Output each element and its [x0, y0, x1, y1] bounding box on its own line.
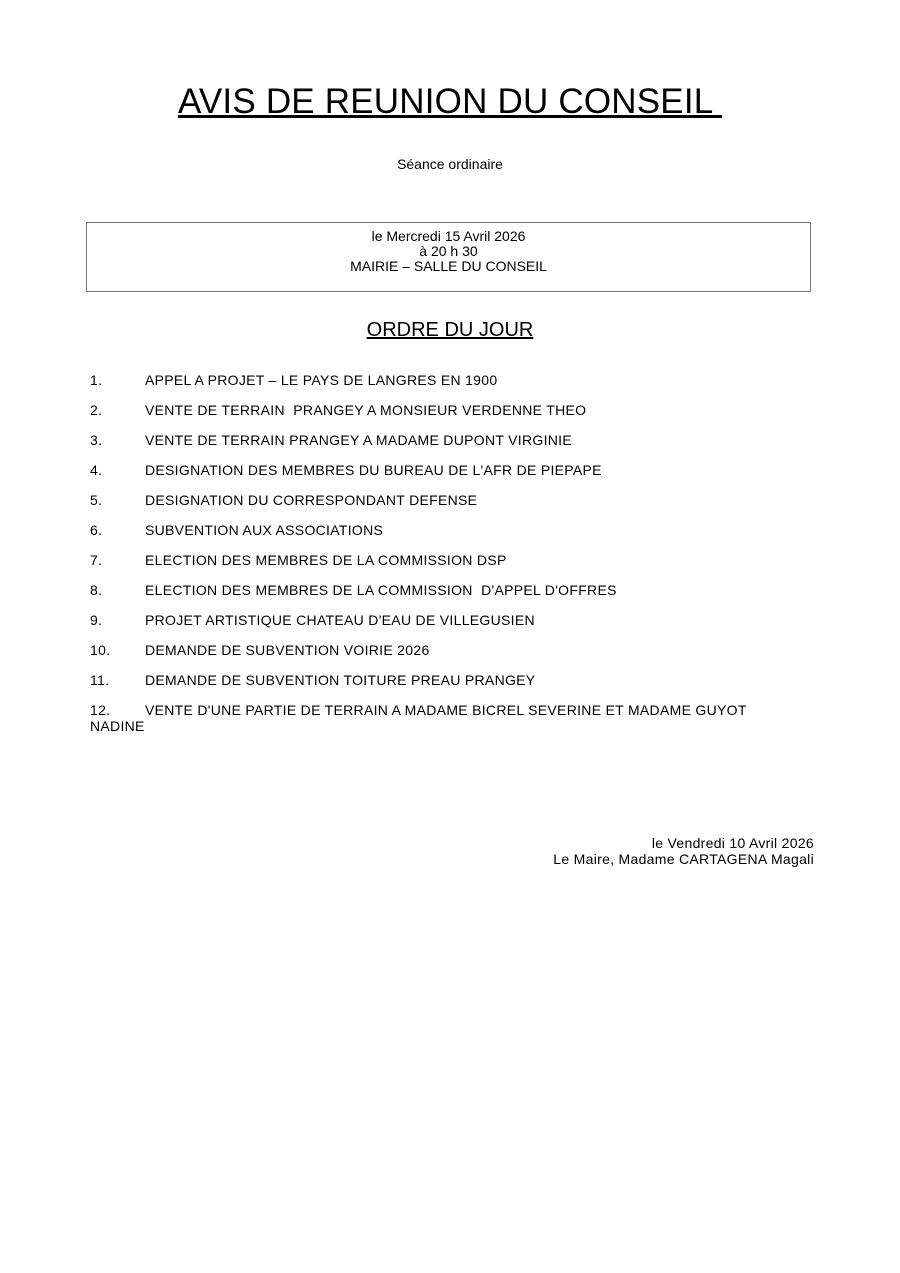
agenda-item-number: 6. [90, 522, 103, 538]
agenda-item-number: 4. [90, 462, 103, 478]
agenda-item [90, 672, 780, 702]
agenda-item [90, 372, 780, 402]
agenda-item [90, 642, 780, 672]
agenda-item-number: 3. [90, 432, 103, 448]
agenda-item-text: PROJET ARTISTIQUE CHATEAU D'EAU DE VILLEGUSIEN [145, 612, 535, 628]
session-type: Séance ordinaire [397, 156, 503, 172]
agenda-item-number: 8. [90, 582, 103, 598]
agenda-item [90, 402, 780, 432]
agenda-item [90, 492, 780, 522]
agenda-item-number: 2. [90, 402, 103, 418]
signature-block [553, 835, 814, 867]
agenda-item-text: DESIGNATION DU CORRESPONDANT DEFENSE [145, 492, 478, 508]
agenda-item [90, 612, 780, 642]
agenda-item-text: VENTE D'UNE PARTIE DE TERRAIN A MADAME BICREL SEVERINE ET MADAME GUYOT NADINE [90, 702, 747, 734]
meeting-info-box [86, 222, 811, 292]
agenda-item [90, 522, 780, 552]
agenda-item-text: APPEL A PROJET – LE PAYS DE LANGRES EN 1900 [145, 372, 498, 388]
agenda-item-text: DEMANDE DE SUBVENTION VOIRIE 2026 [145, 642, 430, 658]
agenda-item [90, 432, 780, 462]
signature-date: le Vendredi 10 Avril 2026 [651, 835, 814, 851]
signature-signer: Le Maire, Madame CARTAGENA Magali [553, 851, 814, 867]
agenda-item-text: ELECTION DES MEMBRES DE LA COMMISSION DSP [145, 552, 507, 568]
agenda-item-number: 5. [90, 492, 103, 508]
agenda-item-number: 11. [90, 672, 110, 688]
agenda-item [90, 462, 780, 492]
agenda-item-text: ELECTION DES MEMBRES DE LA COMMISSION D'APPEL D'OFFRES [145, 582, 617, 598]
agenda-item [90, 582, 780, 612]
agenda-item-number: 9. [90, 612, 103, 628]
agenda-item-number: 10. [90, 642, 111, 658]
agenda-title: ORDRE DU JOUR [366, 319, 534, 341]
agenda-list [90, 372, 780, 742]
agenda-item-text: VENTE DE TERRAIN PRANGEY A MADAME DUPONT VIRGINIE [145, 432, 573, 448]
agenda-item-text: SUBVENTION AUX ASSOCIATIONS [145, 522, 384, 538]
agenda-item-text: DEMANDE DE SUBVENTION TOITURE PREAU PRANGEY [145, 672, 536, 688]
agenda-item [90, 702, 780, 742]
agenda-item-number: 12. [90, 702, 111, 718]
document-title: AVIS DE REUNION DU CONSEIL [177, 82, 723, 121]
meeting-date: le Mercredi 15 Avril 2026 [371, 228, 526, 244]
meeting-time: à 20 h 30 [419, 243, 478, 259]
agenda-item-number: 7. [90, 552, 103, 568]
agenda-item-text: DESIGNATION DES MEMBRES DU BUREAU DE L'AFR DE PIEPAPE [145, 462, 602, 478]
meeting-place: MAIRIE – SALLE DU CONSEIL [350, 258, 547, 274]
agenda-item-number: 1. [90, 372, 103, 388]
agenda-item-text: VENTE DE TERRAIN PRANGEY A MONSIEUR VERDENNE THEO [145, 402, 587, 418]
agenda-item [90, 552, 780, 582]
